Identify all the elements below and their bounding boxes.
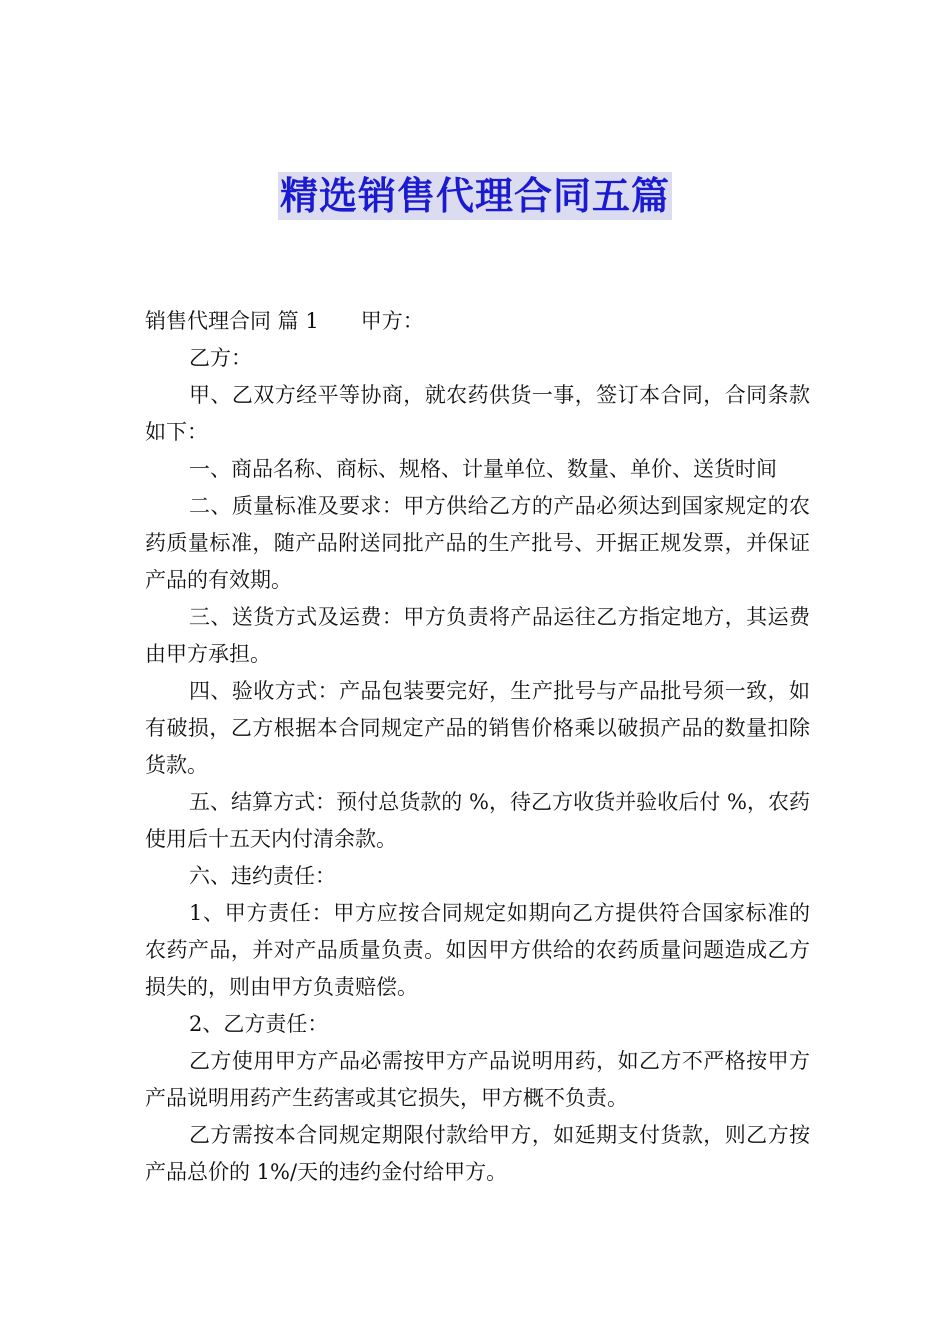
document-title: 精选销售代理合同五篇 [279, 174, 670, 218]
paragraph: 1、甲方责任：甲方应按合同规定如期向乙方提供符合国家标准的农药产品，并对产品质量负责。如因甲方供给的农药质量问题造成乙方损失的，则由甲方负责赔偿。 [145, 901, 810, 999]
paragraph: 乙方： [189, 346, 252, 370]
paragraph: 五、结算方式：预付总货款的 %，待乙方收货并验收后付 %，农药使用后十五天内付清余款。 [145, 790, 810, 851]
paragraph: 二、质量标准及要求：甲方供给乙方的产品必须达到国家规定的农药质量标准，随产品附送同批产品的生产批号、开据正规发票，并保证产品的有效期。 [145, 494, 810, 592]
paragraph: 乙方需按本合同规定期限付款给甲方，如延期支付货款，则乙方按产品总价的 1%/天的违约金付给甲方。 [145, 1123, 810, 1184]
section-heading: 销售代理合同 篇 1 [145, 309, 319, 333]
title-container [0, 172, 950, 220]
paragraph: 甲、乙双方经平等协商，就农药供货一事，签订本合同，合同条款如下： [145, 383, 810, 444]
paragraph: 六、违约责任： [189, 864, 336, 888]
section-heading-line [145, 303, 810, 340]
paragraph: 乙方使用甲方产品必需按甲方产品说明用药，如乙方不严格按甲方产品说明用药产生药害或其它损失，甲方概不负责。 [145, 1049, 810, 1110]
paragraph: 三、送货方式及运费：甲方负责将产品运往乙方指定地方，其运费由甲方承担。 [145, 605, 810, 666]
document-body [145, 303, 810, 1191]
paragraph: 四、验收方式：产品包装要完好，生产批号与产品批号须一致，如有破损，乙方根据本合同规定产品的销售价格乘以破损产品的数量扣除货款。 [145, 679, 810, 777]
paragraph: 2、乙方责任： [189, 1012, 329, 1036]
paragraph: 一、商品名称、商标、规格、计量单位、数量、单价、送货时间 [189, 457, 777, 481]
party-a-label: 甲方： [360, 309, 424, 333]
